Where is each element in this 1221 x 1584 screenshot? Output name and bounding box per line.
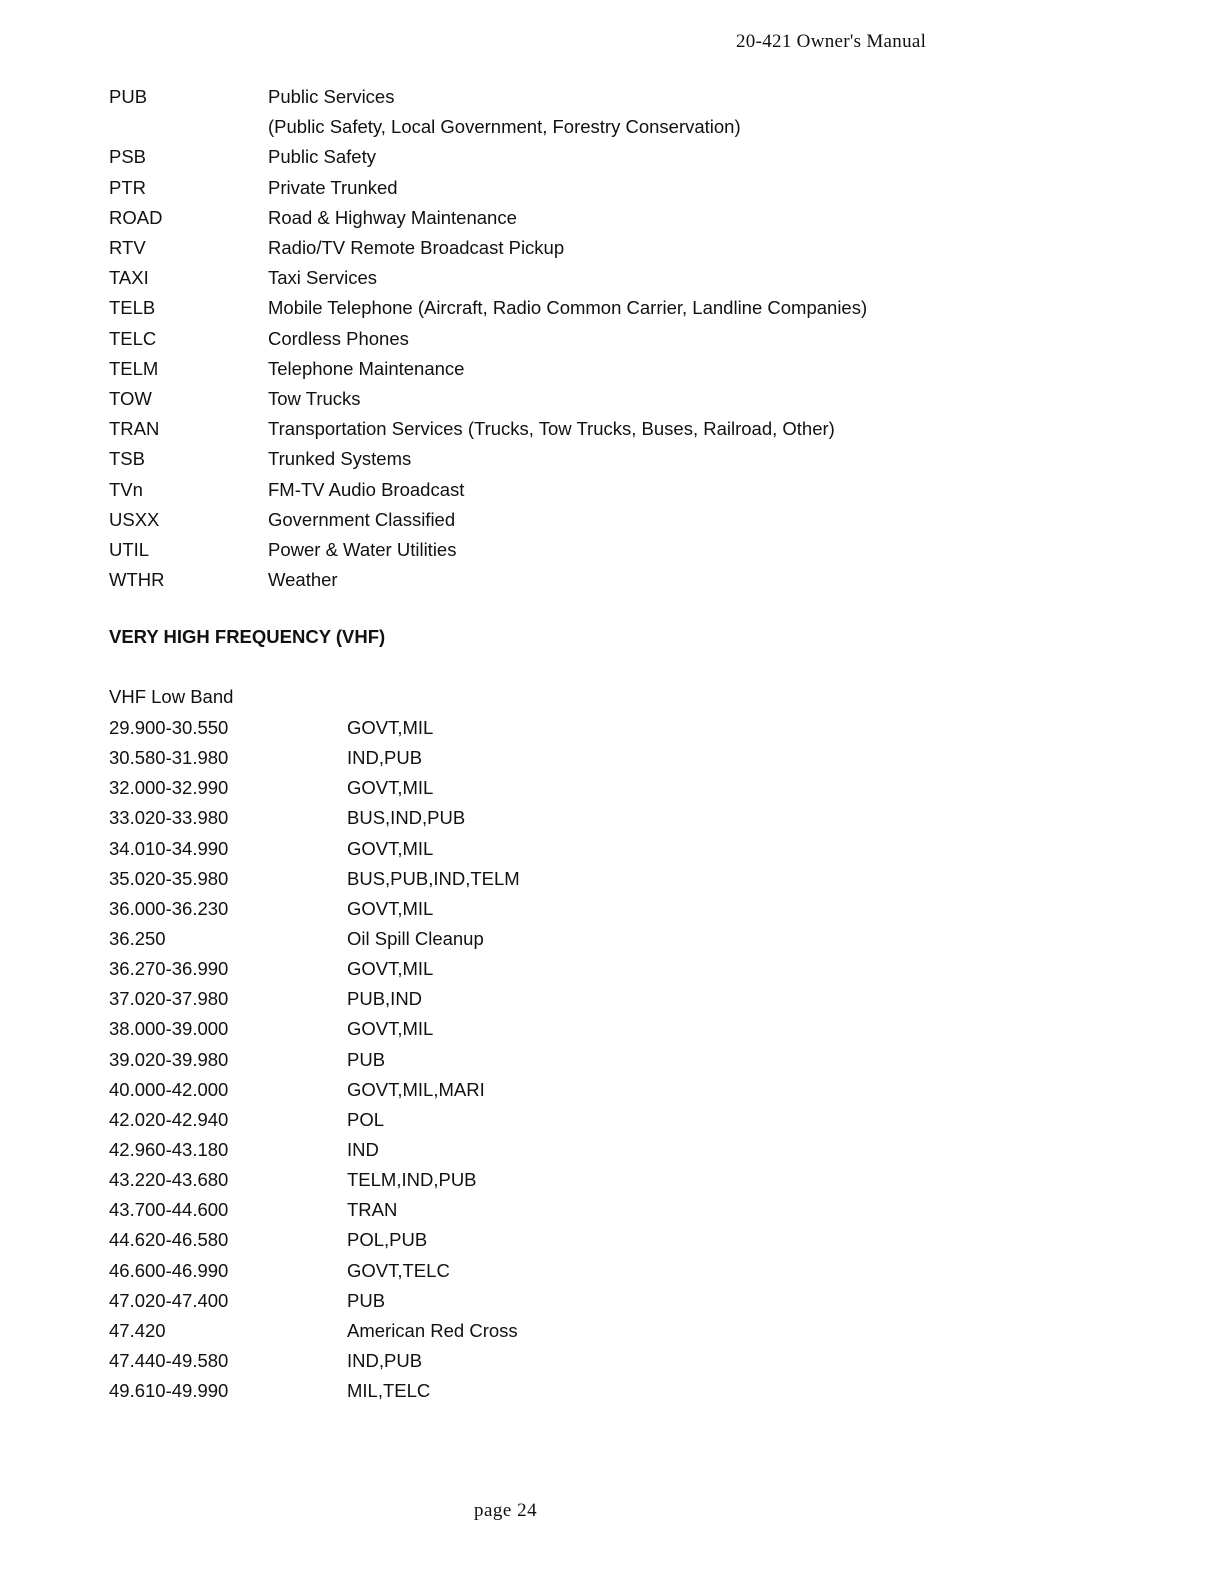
abbreviation-table	[109, 82, 1009, 595]
frequency-allocation: PUB	[347, 1048, 386, 1070]
frequency-range: 35.020-35.980	[109, 867, 229, 889]
page-number: page 24	[474, 1500, 538, 1521]
frequency-row	[109, 1195, 809, 1225]
abbreviation-row	[109, 142, 1009, 172]
frequency-allocation: IND	[347, 1139, 379, 1161]
frequency-row	[109, 1286, 809, 1316]
frequency-range: 47.440-49.580	[109, 1350, 229, 1372]
frequency-allocation: GOVT,MIL	[347, 958, 434, 980]
frequency-row	[109, 1256, 809, 1286]
frequency-range: 38.000-39.000	[109, 1018, 229, 1040]
frequency-allocation: GOVT,TELC	[347, 1259, 450, 1281]
abbreviation-description: Cordless Phones	[268, 327, 409, 349]
frequency-row	[109, 864, 809, 894]
frequency-allocation: IND,PUB	[347, 1350, 423, 1372]
frequency-row	[109, 834, 809, 864]
section-heading: VERY HIGH FREQUENCY (VHF)	[109, 626, 386, 647]
abbreviation-row	[109, 173, 1009, 203]
frequency-range: 43.700-44.600	[109, 1199, 229, 1221]
abbreviation-code: PSB	[109, 146, 147, 168]
abbreviation-code: TELC	[109, 327, 157, 349]
frequency-allocation: PUB	[347, 1289, 386, 1311]
frequency-range: 39.020-39.980	[109, 1048, 229, 1070]
frequency-range: 40.000-42.000	[109, 1078, 229, 1100]
abbreviation-description: Power & Water Utilities	[268, 538, 457, 560]
frequency-range: 36.000-36.230	[109, 897, 229, 919]
frequency-allocation: GOVT,MIL	[347, 837, 434, 859]
abbreviation-row	[109, 112, 1009, 142]
abbreviation-description: Transportation Services (Trucks, Tow Trucks, Buses, Railroad, Other)	[268, 418, 835, 440]
abbreviation-row	[109, 474, 1009, 504]
abbreviation-code: PTR	[109, 176, 146, 198]
frequency-allocation: PUB,IND	[347, 988, 423, 1010]
frequency-range: 34.010-34.990	[109, 837, 229, 859]
abbreviation-description: Government Classified	[268, 508, 456, 530]
abbreviation-code: UTIL	[109, 538, 150, 560]
abbreviation-row	[109, 444, 1009, 474]
abbreviation-row	[109, 82, 1009, 112]
frequency-range: 30.580-31.980	[109, 747, 229, 769]
frequency-table	[109, 713, 809, 1406]
frequency-row	[109, 1045, 809, 1075]
abbreviation-description: Road & Highway Maintenance	[268, 206, 517, 228]
abbreviation-code: RTV	[109, 237, 146, 259]
frequency-row	[109, 984, 809, 1014]
frequency-allocation: GOVT,MIL	[347, 717, 434, 739]
abbreviation-row	[109, 203, 1009, 233]
abbreviation-code: ROAD	[109, 206, 163, 228]
frequency-row	[109, 1075, 809, 1105]
abbreviation-row	[109, 414, 1009, 444]
frequency-range: 49.610-49.990	[109, 1380, 229, 1402]
abbreviation-code: TELB	[109, 297, 156, 319]
abbreviation-description: Telephone Maintenance	[268, 357, 465, 379]
frequency-range: 33.020-33.980	[109, 807, 229, 829]
abbreviation-code: TRAN	[109, 418, 160, 440]
frequency-row	[109, 1316, 809, 1346]
band-label: VHF Low Band	[109, 686, 234, 707]
abbreviation-code: WTHR	[109, 569, 165, 591]
frequency-range: 44.620-46.580	[109, 1229, 229, 1251]
frequency-range: 36.250	[109, 928, 166, 950]
abbreviation-description: Mobile Telephone (Aircraft, Radio Common Carrier, Landline Companies)	[268, 297, 868, 319]
abbreviation-description: Private Trunked	[268, 176, 398, 198]
abbreviation-row	[109, 565, 1009, 595]
frequency-range: 47.020-47.400	[109, 1289, 229, 1311]
frequency-allocation: BUS,PUB,IND,TELM	[347, 867, 520, 889]
abbreviation-description: Trunked Systems	[268, 448, 412, 470]
frequency-range: 42.020-42.940	[109, 1108, 229, 1130]
abbreviation-description: Public Services	[268, 86, 395, 108]
frequency-row	[109, 743, 809, 773]
frequency-row	[109, 924, 809, 954]
frequency-row	[109, 803, 809, 833]
frequency-row	[109, 1225, 809, 1255]
frequency-row	[109, 1014, 809, 1044]
frequency-allocation: MIL,TELC	[347, 1380, 431, 1402]
frequency-allocation: TELM,IND,PUB	[347, 1169, 477, 1191]
abbreviation-code: USXX	[109, 508, 160, 530]
abbreviation-row	[109, 505, 1009, 535]
frequency-row	[109, 1346, 809, 1376]
frequency-row	[109, 1165, 809, 1195]
frequency-row	[109, 1105, 809, 1135]
frequency-row	[109, 713, 809, 743]
frequency-allocation: IND,PUB	[347, 747, 423, 769]
abbreviation-description: (Public Safety, Local Government, Forestry Conservation)	[268, 116, 741, 138]
abbreviation-row	[109, 263, 1009, 293]
frequency-allocation: American Red Cross	[347, 1319, 518, 1341]
abbreviation-description: Taxi Services	[268, 267, 377, 289]
frequency-allocation: Oil Spill Cleanup	[347, 928, 484, 950]
frequency-range: 32.000-32.990	[109, 777, 229, 799]
frequency-allocation: GOVT,MIL	[347, 777, 434, 799]
abbreviation-description: Tow Trucks	[268, 387, 361, 409]
abbreviation-code: TAXI	[109, 267, 149, 289]
abbreviation-row	[109, 293, 1009, 323]
abbreviation-code: TSB	[109, 448, 145, 470]
frequency-row	[109, 773, 809, 803]
frequency-row	[109, 1376, 809, 1406]
frequency-allocation: GOVT,MIL,MARI	[347, 1078, 485, 1100]
abbreviation-description: FM-TV Audio Broadcast	[268, 478, 465, 500]
frequency-allocation: POL,PUB	[347, 1229, 428, 1251]
frequency-range: 47.420	[109, 1319, 166, 1341]
frequency-row	[109, 1135, 809, 1165]
abbreviation-code: PUB	[109, 86, 148, 108]
frequency-allocation: GOVT,MIL	[347, 1018, 434, 1040]
abbreviation-code: TELM	[109, 357, 159, 379]
frequency-allocation: POL	[347, 1108, 385, 1130]
frequency-range: 43.220-43.680	[109, 1169, 229, 1191]
abbreviation-description: Radio/TV Remote Broadcast Pickup	[268, 237, 565, 259]
abbreviation-row	[109, 535, 1009, 565]
frequency-range: 46.600-46.990	[109, 1259, 229, 1281]
frequency-allocation: BUS,IND,PUB	[347, 807, 466, 829]
abbreviation-description: Public Safety	[268, 146, 376, 168]
frequency-row	[109, 894, 809, 924]
abbreviation-description: Weather	[268, 569, 338, 591]
frequency-row	[109, 954, 809, 984]
frequency-allocation: TRAN	[347, 1199, 398, 1221]
frequency-range: 36.270-36.990	[109, 958, 229, 980]
frequency-allocation: GOVT,MIL	[347, 897, 434, 919]
frequency-range: 29.900-30.550	[109, 717, 229, 739]
abbreviation-row	[109, 384, 1009, 414]
abbreviation-row	[109, 354, 1009, 384]
abbreviation-code: TOW	[109, 387, 152, 409]
frequency-range: 42.960-43.180	[109, 1139, 229, 1161]
running-header: 20-421 Owner's Manual	[736, 31, 927, 52]
abbreviation-row	[109, 324, 1009, 354]
abbreviation-row	[109, 233, 1009, 263]
abbreviation-code: TVn	[109, 478, 143, 500]
frequency-range: 37.020-37.980	[109, 988, 229, 1010]
